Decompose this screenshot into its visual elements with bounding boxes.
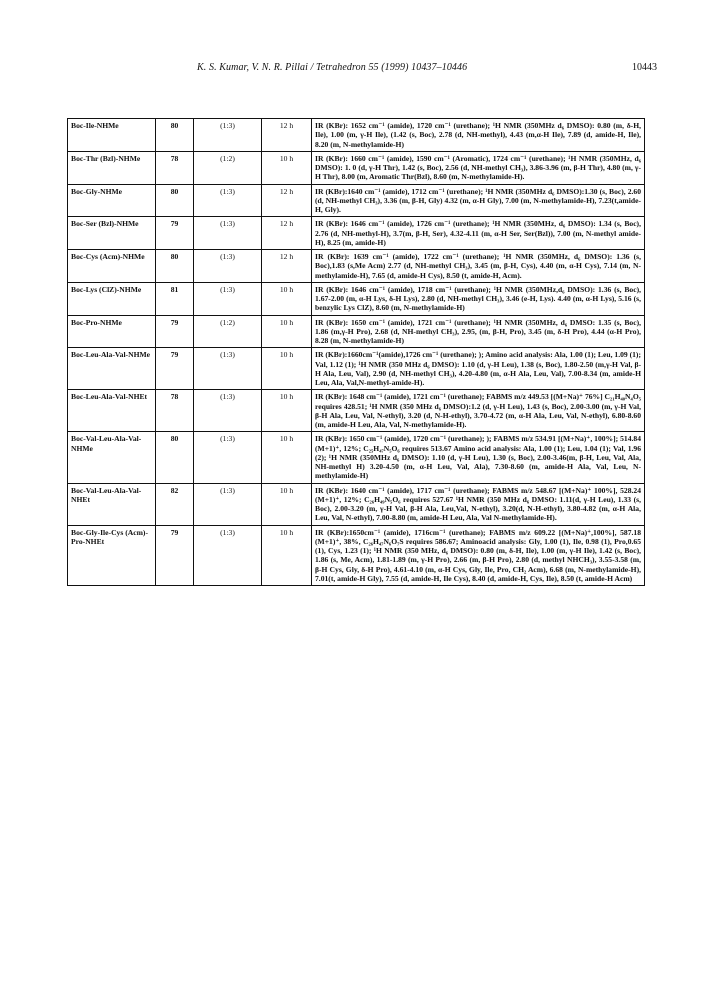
compound-cell: Boc-Ile-NHMe: [68, 119, 156, 152]
ratio-cell: (1:3): [194, 390, 262, 432]
spectral-data-cell: IR (KBr): 1648 cm⁻¹ (amide), 1721 cm⁻¹ (urethane); FABMS m/z 449.53 [(M+Na)⁺ 76%] C₂₁H₄₀N₄O₅ requires 428.51; ¹H NMR (350 MHz d₆ DMSO):1.2 (d, γ-H Leu), 1.43 (s, Boc), 2.00-3.00 (m, γ-H Val, β-H Ala, Leu, Val, N-ethyl), 3.20 (d, N-H-ethyl), 3.70-4.72 (m, α-H Ala, Leu, Val, N-ethyl), 6.80-8.60 (m, amide-H Leu, Ala, Val, N-methylamide-H).: [312, 390, 645, 432]
compound-cell: Boc-Pro-NHMe: [68, 315, 156, 348]
yield-cell: 80: [156, 250, 194, 283]
compound-cell: Boc-Val-Leu-Ala-Val-NHMe: [68, 432, 156, 483]
spectral-data-cell: IR (KBr): 1646 cm⁻¹ (amide), 1718 cm⁻¹ (urethane); ¹H NMR (350MHz,d₆ DMSO): 1.36 (s, Boc), 1.67-2.00 (m, α-H Lys, δ-H Lys), 2.80 (d, NH-methyl CH₃), 3.46 (e-H, Lys). 4.40 (m, α-H Lys), 5.16 (s, benzylic Lys ClZ), 8.60 (m, N-methylamide-H): [312, 282, 645, 315]
spectral-data-cell: IR (KBr): 1646 cm⁻¹ (amide), 1726 cm⁻¹ (urethane); ¹H NMR (350MHz, d₆ DMSO): 1.34 (s, Boc), 2.76 (d, NH-methyl-H), 3.7(m, β-H, Ser), 4.32-4.11 (m, α-H Ser, Ser(Bzl)), 7.00 (m, N-methyl amide-H), 8.25 (m, amide-H): [312, 217, 645, 250]
table-row: [68, 217, 645, 250]
table-row: [68, 282, 645, 315]
time-cell: 12 h: [262, 119, 312, 152]
compound-cell: Boc-Thr (Bzl)-NHMe: [68, 151, 156, 184]
compound-cell: Boc-Val-Leu-Ala-Val-NHEt: [68, 483, 156, 525]
ratio-cell: (1:3): [194, 483, 262, 525]
compound-cell: Boc-Gly-Ile-Cys (Acm)-Pro-NHEt: [68, 525, 156, 586]
running-head: K. S. Kumar, V. N. R. Pillai / Tetrahedron 55 (1999) 10437–10446: [197, 62, 468, 73]
time-cell: 10 h: [262, 348, 312, 390]
table-row: [68, 315, 645, 348]
ratio-cell: (1:2): [194, 151, 262, 184]
ratio-cell: (1:3): [194, 525, 262, 586]
ratio-cell: (1:3): [194, 184, 262, 217]
yield-cell: 78: [156, 151, 194, 184]
yield-cell: 79: [156, 315, 194, 348]
ratio-cell: (1:3): [194, 217, 262, 250]
yield-cell: 80: [156, 432, 194, 483]
spectral-data-cell: IR (KBr):1660cm⁻¹(amide),1726 cm⁻¹ (urethane); ); Amino acid analysis: Ala, 1.00 (1); Leu, 1.09 (1); Val, 1.12 (1); ¹H NMR (350 MHz d₆ DMSO): 1.10 (d, γ-H Leu), 1.38 (s, Boc), 1.80-2.50 (m,γ-H Val, β-H Ala, Leu, Val), 2.90 (d, NH-methyl CH₃), 4.20-4.80 (m, α-H Ala, Leu, Val), 7.00-8.34 (m, amide-H Leu, Ala, Val,N-methyl-amide-H).: [312, 348, 645, 390]
compound-cell: Boc-Lys (ClZ)-NHMe: [68, 282, 156, 315]
ratio-cell: (1:3): [194, 348, 262, 390]
table-row: [68, 483, 645, 525]
time-cell: 10 h: [262, 315, 312, 348]
spectral-data-cell: IR (KBr): 1650 cm⁻¹ (amide), 1721 cm⁻¹ (urethane); ¹H NMR (350MHz, d₆ DMSO: 1.35 (s, Boc), 1.86 (m,γ-H Pro), 2.68 (d, NH-methyl CH₃), 2.95, (m, β-H, Pro), 3.45 (m, δ-H Pro), 4.44 (α-H Pro), 8.28 (m, N-methylamide-H): [312, 315, 645, 348]
yield-cell: 79: [156, 525, 194, 586]
yield-cell: 80: [156, 184, 194, 217]
time-cell: 10 h: [262, 525, 312, 586]
compound-cell: Boc-Ser (Bzl)-NHMe: [68, 217, 156, 250]
time-cell: 10 h: [262, 151, 312, 184]
table-row: [68, 151, 645, 184]
compound-cell: Boc-Leu-Ala-Val-NHMe: [68, 348, 156, 390]
spectral-data-cell: IR (KBr): 1650 cm⁻¹ (amide), 1720 cm⁻¹ (urethane); ); FABMS m/z 534.91 [(M+Na)⁺, 100%]; 514.84 (M+1)⁺, 12%; C₂₅H₄₇N₅O₆ requires 513.67 Amino acid analysis: Ala, 1.00 (1); Leu, 1.04 (1); Val, 1.96 (2); ¹H NMR (350MHz d₆ DMSO): 1.10 (d, γ-H Leu), 1.30 (s, Boc), 2.00-3.46(m, β-H, Leu, Val, Ala, NH-methyl H) 3.20-4.50 (m, α-H Leu, Val, Ala), 7.30-8.60 (m, amide-H Ala, Val, Leu, N-methylamide-H): [312, 432, 645, 483]
table-row: [68, 525, 645, 586]
yield-cell: 82: [156, 483, 194, 525]
table-row: [68, 432, 645, 483]
page-header: [67, 62, 657, 78]
table-row: [68, 390, 645, 432]
time-cell: 10 h: [262, 483, 312, 525]
table-body: [68, 119, 645, 586]
ratio-cell: (1:3): [194, 282, 262, 315]
compound-cell: Boc-Leu-Ala-Val-NHEt: [68, 390, 156, 432]
ratio-cell: (1:3): [194, 432, 262, 483]
spectral-data-cell: IR (KBr): 1660 cm⁻¹ (amide), 1590 cm⁻¹ (Aromatic), 1724 cm⁻¹ (urethane); ¹H NMR (350MHz, d₆ DMSO): 1. 0 (d, γ-H Thr), 1.42 (s, Boc), 2.56 (d, NH-methyl CH₃), 3.86-3.96 (m, β-H Thr), 4.80 (m, γ-H Thr), 8.00 (m, Aromatic Thr(Bzl), 8.60 (m, N-methylamide-H).: [312, 151, 645, 184]
table-row: [68, 348, 645, 390]
time-cell: 10 h: [262, 432, 312, 483]
spectral-data-cell: IR (KBr): 1639 cm⁻¹ (amide), 1722 cm⁻¹ (urethane); ¹H NMR (350MHz, d₆ DMSO): 1.36 (s, Boc),1.83 (s,Me Acm) 2.77 (d, NH-methyl CH₃), 3.45 (m, β-H, Cys), 4.40 (m, α-H Cys), 7.14 (m, N-methylamide-H), 7.65 (d, amide-H Cys), 8.50 (t, amide-H, Acm).: [312, 250, 645, 283]
time-cell: 10 h: [262, 390, 312, 432]
compound-data-table: [67, 118, 645, 586]
time-cell: 10 h: [262, 282, 312, 315]
ratio-cell: (1:3): [194, 250, 262, 283]
time-cell: 12 h: [262, 250, 312, 283]
compound-cell: Boc-Cys (Acm)-NHMe: [68, 250, 156, 283]
compound-cell: Boc-Gly-NHMe: [68, 184, 156, 217]
time-cell: 12 h: [262, 217, 312, 250]
spectral-data-cell: IR (KBr):1640 cm⁻¹ (amide), 1712 cm⁻¹ (urethane); ¹H NMR (350MHz d₆ DMSO):1.30 (s, Boc), 2.60 (d, NH-methyl CH₃), 3.36 (m, β-H, Gly) 4.32 (m, α-H Gly), 7.00 (m, N-methylamide-H), 7.23(t,amide-H, Gly).: [312, 184, 645, 217]
time-cell: 12 h: [262, 184, 312, 217]
spectral-data-cell: IR (KBr):1650cm⁻¹ (amide), 1716cm⁻¹ (urethane); FABMS m/z 609.22 [(M+Na)⁺,100%], 587.18 (M+1)⁺, 38%, C₂₆H₄₇N₆O₇S requires 586.67; Aminoacid analysis: Gly, 1.00 (1), Ile, 0.98 (1), Pro,0.65 (1), Cys, 1.23 (1); ¹H NMR (350 MHz, d₆ DMSO): 0.80 (m, δ-H, Ile), 1.00 (m, γ-H Ile), 1.42 (s, Boc), 1.86 (s, Me, Acm), 1.81-1.89 (m, γ-H Pro), 2.66 (m, β-H Pro), 2.80 (d, methyl NHCH₃), 3.55-3.58 (m, β-H Cys, Gly, δ-H Pro), 4.61-4.10 (m, α-H Cys, Gly, Ile, Pro, CH₂ Acm), 6.68 (m, N-methylamide-H), 7.01(t, amide-H Gly), 7.55 (d, amide-H, Ile Cys), 8.40 (d, amide-H, Cys, Ile), 8.50 (t, amide-H Acm): [312, 525, 645, 586]
ratio-cell: (1:3): [194, 119, 262, 152]
spectral-data-cell: IR (KBr): 1640 cm⁻¹ (amide), 1717 cm⁻¹ (urethane); FABMS m/z 548.67 [(M+Na)⁺ 100%], 528.24 (M+1)⁺, 12%; C₂₆H₄₉N₅O₆ requires 527.67 ¹H NMR (350 MHz d₆ DMSO: 1.11(d, γ-H Leu), 1.33 (s, Boc), 2.00-3.20 (m, γ-H Val, β-H Ala, Leu,Val, N-ethyl), 3.20(d, N-H-ethyl), 3.80-4.82 (m, α-H Ala, Leu, Val, N-ethyl), 7.00-8.80 (m, amide-H Leu, Ala, Val N-methylamide-H).: [312, 483, 645, 525]
yield-cell: 78: [156, 390, 194, 432]
page-number: 10443: [632, 62, 657, 73]
ratio-cell: (1:2): [194, 315, 262, 348]
spectral-data-cell: IR (KBr): 1652 cm⁻¹ (amide), 1720 cm⁻¹ (urethane); ¹H NMR (350MHz d₆ DMSO): 0.80 (m, δ-H, Ile), 1.00 (m, γ-H Ile), (1.42 (s, Boc), 2.78 (d, NH-methyl), 4.43 (m,α-H Ile), 7.89 (d, amide-H, Ile), 8.20 (m, N-methylamide-H): [312, 119, 645, 152]
table-row: [68, 119, 645, 152]
yield-cell: 80: [156, 119, 194, 152]
table-row: [68, 184, 645, 217]
yield-cell: 79: [156, 348, 194, 390]
yield-cell: 79: [156, 217, 194, 250]
table-row: [68, 250, 645, 283]
yield-cell: 81: [156, 282, 194, 315]
